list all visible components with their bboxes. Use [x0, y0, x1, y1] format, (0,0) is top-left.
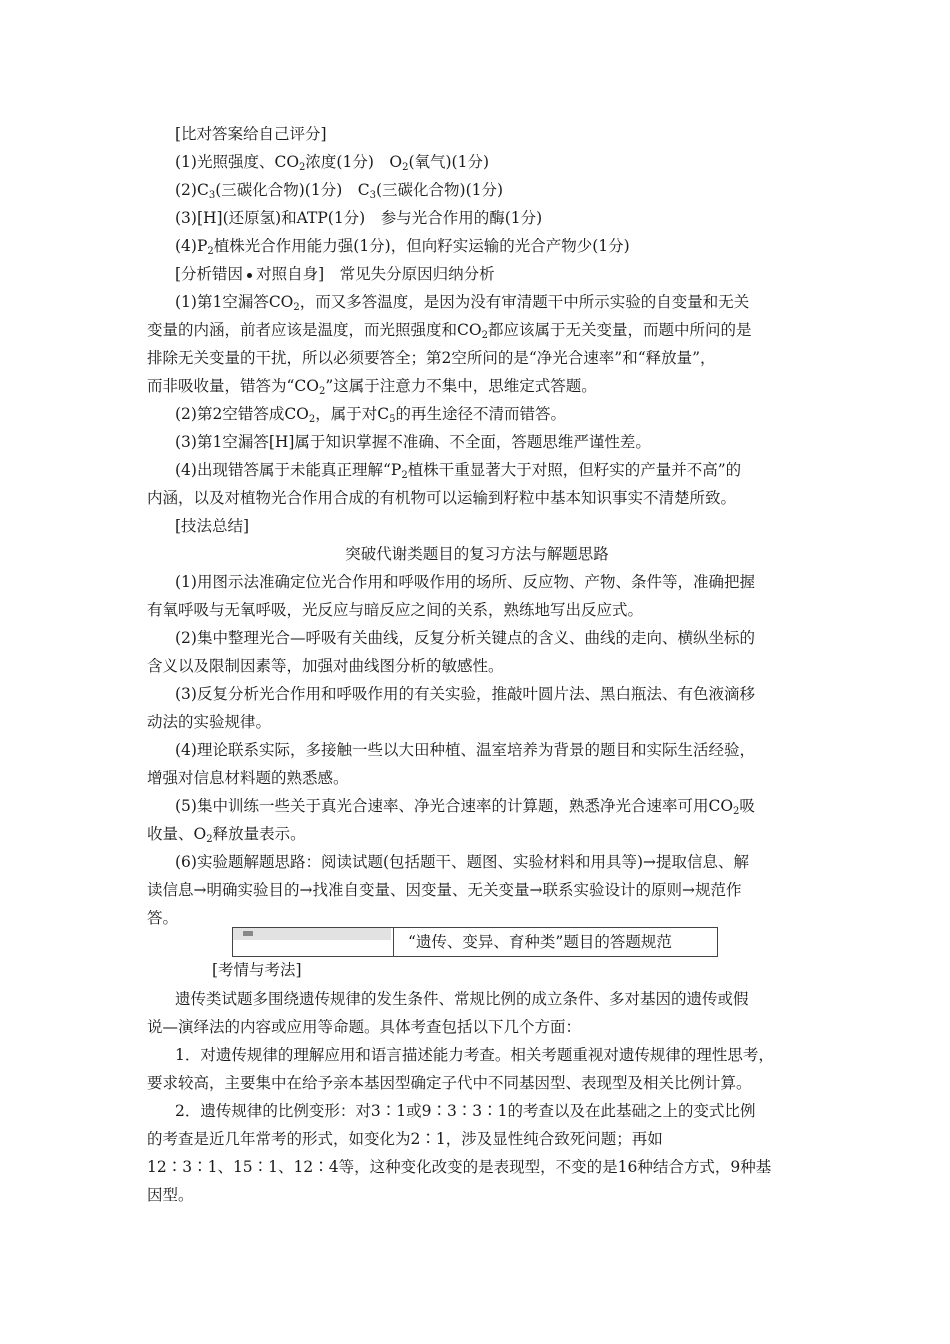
- summary-p4-line2: 增强对信息材料题的熟悉感。: [147, 769, 349, 787]
- summary-title: 突破代谢类题目的复习方法与解题思路: [345, 545, 609, 563]
- banner-title: “遗传、变异、育种类”题目的答题规范: [408, 933, 672, 951]
- summary-heading: [技法总结]: [175, 517, 250, 535]
- summary-p1-line2: 有氧呼吸与无氧呼吸，光反应与暗反应之间的关系，熟练地写出反应式。: [147, 601, 644, 619]
- analysis-item4-line2: 内涵，以及对植物光合作用合成的有机物可以运输到籽粒中基本知识事实不清楚所致。: [147, 489, 737, 507]
- summary-p6-line2: 读信息→明确实验目的→找准自变量、因变量、无关变量→联系实验设计的原则→规范作: [147, 881, 742, 899]
- answer-line-3: (3)[H](还原氢)和ATP(1分) 参与光合作用的酶(1分): [175, 209, 543, 227]
- point1-line2: 要求较高，主要集中在给予亲本基因型确定子代中不同基因型、表现型及相关比例计算。: [147, 1074, 752, 1092]
- analysis-item1-line3: 排除无关变量的干扰，所以必须要答全；第2空所问的是“净光合速率”和“释放量”，: [147, 349, 716, 367]
- point2-line1: 2．遗传规律的比例变形：对3∶1或9∶3∶3∶1的考查以及在此基础之上的变式比例: [175, 1102, 756, 1120]
- summary-p2-line1: (2)集中整理光合—呼吸有关曲线，反复分析关键点的含义、曲线的走向、横纵坐标的: [175, 629, 755, 647]
- analysis-item1-line1: (1)第1空漏答$CO_2$，而又多答温度，是因为没有审清题干中所示实验的自变量和无关: [175, 293, 750, 313]
- summary-p4-line1: (4)理论联系实际，多接触一些以大田种植、温室培养为背景的题目和实际生活经验，: [175, 741, 755, 759]
- summary-p5-line2: 收量、$O_2$释放量表示。: [147, 825, 306, 845]
- point2-line4: 因型。: [147, 1186, 194, 1204]
- summary-p5-line1: (5)集中训练一些关于真光合速率、净光合速率的计算题，熟悉净光合速率可用$CO_2$吸: [175, 797, 755, 817]
- analysis-item4-line1: (4)出现错答属于未能真正理解“$P_2$植株干重显著大于对照，但籽实的产量并不高”的: [175, 461, 742, 481]
- intro-line2: 说—演绎法的内容或应用等命题。具体考查包括以下几个方面：: [147, 1018, 582, 1036]
- point2-line2: 的考查是近几年常考的形式，如变化为2∶1，涉及显性纯合致死问题；再如: [147, 1130, 663, 1148]
- summary-p2-line2: 含义以及限制因素等，加强对曲线图分析的敏感性。: [147, 657, 504, 675]
- point2-line3: 12∶3∶1、15∶1、12∶4等，这种变化改变的是表现型，不变的是16种结合方式，9种基: [147, 1158, 772, 1176]
- summary-p3-line2: 动法的实验规律。: [147, 713, 272, 731]
- answer-line-1: (1)光照强度、$CO_2$浓度(1分) $O_2$(氧气)(1分): [175, 153, 490, 173]
- separator-dot: [247, 273, 252, 278]
- analysis-item1-line2: 变量的内涵，前者应该是温度，而光照强度和$CO_2$都应该属于无关变量，而题中所问的是: [147, 321, 752, 341]
- section-banner: [232, 927, 718, 957]
- banner-tag-icon: [243, 931, 253, 936]
- analysis-item2: (2)第2空错答成$CO_2$，属于对$C_5$的再生途径不清而错答。: [175, 405, 567, 425]
- summary-p3-line1: (3)反复分析光合作用和呼吸作用的有关实验，推敲叶圆片法、黑白瓶法、有色液滴移: [175, 685, 755, 703]
- summary-p6-line1: (6)实验题解题思路：阅读试题(包括题干、题图、实验材料和用具等)→提取信息、解: [175, 853, 750, 871]
- banner-tag: [233, 928, 391, 940]
- answer-line-2: $(2)C_3$(三碳化合物)(1分) $C_3$(三碳化合物)(1分): [175, 181, 504, 201]
- section-heading: [考情与考法]: [212, 961, 302, 979]
- analysis-heading: [分析错因 对照自身] 常见失分原因归纳分析: [175, 265, 495, 283]
- answer-line-4: $(4)P_2$植株光合作用能力强(1分)，但向籽实运输的光合产物少(1分): [175, 237, 630, 257]
- intro-line1: 遗传类试题多围绕遗传规律的发生条件、常规比例的成立条件、多对基因的遗传或假: [175, 990, 749, 1008]
- banner-divider: [393, 928, 394, 956]
- summary-p6-line3: 答。: [147, 909, 179, 927]
- analysis-item1-line4: 而非吸收量，错答为“$CO_2$”这属于注意力不集中，思维定式答题。: [147, 377, 597, 397]
- point1-line1: 1．对遗传规律的理解应用和语言描述能力考查。相关考题重视对遗传规律的理性思考，: [175, 1046, 774, 1064]
- analysis-item3: (3)第1空漏答[H]属于知识掌握不准确、不全面，答题思维严谨性差。: [175, 433, 651, 451]
- review-heading: [比对答案给自己评分]: [175, 125, 327, 143]
- summary-p1-line1: (1)用图示法准确定位光合作用和呼吸作用的场所、反应物、产物、条件等，准确把握: [175, 573, 755, 591]
